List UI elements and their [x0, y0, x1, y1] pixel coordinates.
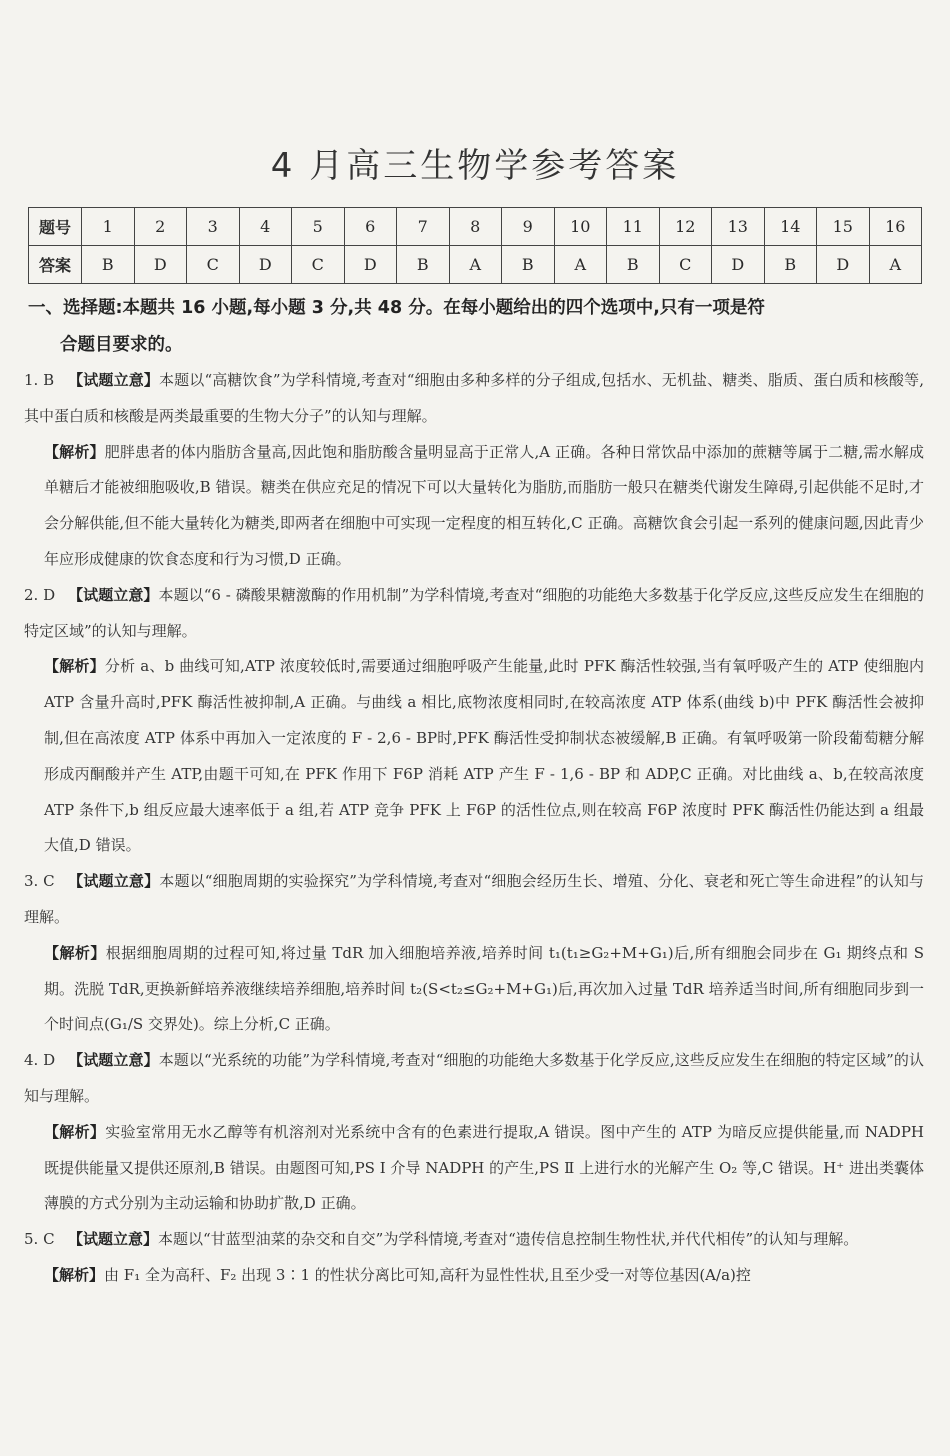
question-number: 13	[712, 208, 765, 246]
answer-explanations	[24, 363, 924, 1294]
question-number: 7	[397, 208, 450, 246]
answer-cell: C	[659, 246, 712, 284]
intent-text: 本题以“细胞周期的实验探究”为学科情境,考查对“细胞会经历生长、增殖、分化、衰老和死亡等生命进程”的认知与理解。	[24, 872, 924, 926]
question-item	[24, 363, 924, 578]
intent-tag: 【试题立意】	[68, 371, 160, 389]
answer-cell: C	[292, 246, 345, 284]
question-label: 5. C	[24, 1230, 55, 1249]
intent-tag: 【试题立意】	[68, 1051, 159, 1070]
question-label: 3. C	[24, 872, 55, 891]
intent-paragraph	[24, 363, 924, 435]
analysis-paragraph	[24, 1258, 924, 1294]
analysis-text: 根据细胞周期的过程可知,将过量 TdR 加入细胞培养液,培养时间 t₁(t₁≥G₂+M+G₁)后,所有细胞会同步在 G₁ 期终点和 S 期。洗脱 TdR,更换新鲜培养液继续培养细胞,培养时间 t₂(S<t₂≤G₂+M+G₁)后,再次加入过量 TdR 培养适当时间,所有细胞同步到一个时间点(G₁/S 交界处)。综上分析,C 正确。	[44, 943, 924, 1034]
question-item	[24, 578, 924, 864]
question-number: 14	[764, 208, 817, 246]
analysis-text: 肥胖患者的体内脂肪含量高,因此饱和脂肪酸含量明显高于正常人,A 正确。各种日常饮品中添加的蔗糖等属于二糖,需水解成单糖后才能被细胞吸收,B 错误。糖类在供应充足的情况下可以大量转化为脂肪,而脂肪一般只在糖类代谢发生障碍,引起供能不足时,才会分解供能,但不能大量转化为糖类,即两者在细胞中可实现一定程度的相互转化,C 正确。高糖饮食会引起一系列的健康问题,因此青少年应形成健康的饮食态度和行为习惯,D 正确。	[44, 442, 924, 568]
intent-text: 本题以“高糖饮食”为学科情境,考查对“细胞由多种多样的分子组成,包括水、无机盐、糖类、脂质、蛋白质和核酸等,其中蛋白质和核酸是两类最重要的生物大分子”的认知与理解。	[24, 371, 924, 425]
question-number: 12	[659, 208, 712, 246]
intent-paragraph	[24, 1043, 924, 1115]
question-number: 6	[344, 208, 397, 246]
answer-table	[28, 207, 922, 284]
question-number: 5	[292, 208, 345, 246]
answer-cell: B	[82, 246, 135, 284]
intent-text: 本题以“6 - 磷酸果糖激酶的作用机制”为学科情境,考查对“细胞的功能绝大多数基于化学反应,这些反应发生在细胞的特定区域”的认知与理解。	[24, 585, 924, 640]
answer-cell: D	[134, 246, 187, 284]
question-item	[24, 1043, 924, 1222]
analysis-tag: 【解析】	[44, 442, 105, 461]
intent-tag: 【试题立意】	[68, 872, 160, 891]
question-number: 10	[554, 208, 607, 246]
answer-cell: B	[397, 246, 450, 284]
section-heading	[28, 290, 928, 364]
analysis-text: 分析 a、b 曲线可知,ATP 浓度较低时,需要通过细胞呼吸产生能量,此时 PFK 酶活性较强,当有氧呼吸产生的 ATP 使细胞内 ATP 含量升高时,PFK 酶活性被抑制,A 正确。与曲线 a 相比,底物浓度相同时,在较高浓度 ATP 体系(曲线 b)中 PFK 酶活性会被抑制,但在高浓度 ATP 体系中再加入一定浓度的 F - 2,6 - BP时,PFK 酶活性受抑制状态被缓解,B 正确。有氧呼吸第一阶段葡萄糖分解形成丙酮酸并产生 ATP,由题干可知,在 PFK 作用下 F6P 消耗 ATP 产生 F - 1,6 - BP 和 ADP,C 正确。对比曲线 a、b,在较高浓度 ATP 条件下,b 组反应最大速率低于 a 组,若 ATP 竞争 PFK 上 F6P 的活性位点,则在较高 F6P 浓度时 PFK 酶活性仍能达到 a 组最大值,D 错误。	[44, 657, 924, 855]
section-heading-line: 合题目要求的。	[60, 335, 183, 355]
question-number: 16	[869, 208, 922, 246]
question-number: 2	[134, 208, 187, 246]
analysis-paragraph	[24, 435, 924, 578]
question-number: 9	[502, 208, 555, 246]
question-number-header: 题号	[29, 208, 82, 246]
answer-cell: A	[869, 246, 922, 284]
question-number: 15	[817, 208, 870, 246]
question-label: 4. D	[24, 1051, 56, 1070]
analysis-paragraph	[24, 649, 924, 864]
answer-cell: B	[607, 246, 660, 284]
intent-tag: 【试题立意】	[68, 585, 159, 604]
question-number: 3	[187, 208, 240, 246]
analysis-text: 实验室常用无水乙醇等有机溶剂对光系统中含有的色素进行提取,A 错误。图中产生的 ATP 为暗反应提供能量,而 NADPH 既提供能量又提供还原剂,B 错误。由题图可知,PS Ⅰ 介导 NADPH 的产生,PS Ⅱ 上进行水的光解产生 O₂ 等,C 错误。H⁺ 进出类囊体薄膜的方式分别为主动运输和协助扩散,D 正确。	[44, 1122, 924, 1213]
question-label: 2. D	[24, 585, 56, 604]
question-item	[24, 864, 924, 1043]
analysis-text: 由 F₁ 全为高秆、F₂ 出现 3∶1 的性状分离比可知,高秆为显性性状,且至少受一对等位基因(A/a)控	[104, 1265, 751, 1284]
intent-text: 本题以“甘蓝型油菜的杂交和自交”为学科情境,考查对“遗传信息控制生物性状,并代代相传”的认知与理解。	[158, 1230, 859, 1249]
analysis-tag: 【解析】	[44, 1122, 106, 1141]
answer-cell: D	[817, 246, 870, 284]
question-item	[24, 1222, 924, 1294]
answer-cell: D	[344, 246, 397, 284]
analysis-tag: 【解析】	[44, 943, 106, 962]
answer-cell: B	[764, 246, 817, 284]
intent-tag: 【试题立意】	[68, 1230, 159, 1249]
intent-text: 本题以“光系统的功能”为学科情境,考查对“细胞的功能绝大多数基于化学反应,这些反应发生在细胞的特定区域”的认知与理解。	[24, 1051, 924, 1105]
analysis-paragraph	[24, 1115, 924, 1222]
answer-cell: A	[554, 246, 607, 284]
answer-cell: D	[712, 246, 765, 284]
intent-paragraph	[24, 864, 924, 936]
question-number: 11	[607, 208, 660, 246]
page-title: 4 月高三生物学参考答案	[270, 146, 680, 186]
answer-cell: C	[187, 246, 240, 284]
analysis-tag: 【解析】	[44, 657, 105, 676]
analysis-paragraph	[24, 936, 924, 1043]
intent-paragraph	[24, 578, 924, 650]
answer-header: 答案	[29, 246, 82, 284]
analysis-tag: 【解析】	[44, 1265, 105, 1284]
section-heading-line: 一、选择题:本题共 16 小题,每小题 3 分,共 48 分。在每小题给出的四个选项中,只有一项是符	[28, 298, 765, 318]
answer-row	[29, 246, 922, 284]
answer-cell: B	[502, 246, 555, 284]
question-number: 8	[449, 208, 502, 246]
question-label: 1. B	[24, 371, 55, 389]
intent-paragraph	[24, 1222, 924, 1258]
answer-cell: A	[449, 246, 502, 284]
question-number-row	[29, 208, 922, 246]
question-number: 1	[82, 208, 135, 246]
question-number: 4	[239, 208, 292, 246]
answer-cell: D	[239, 246, 292, 284]
